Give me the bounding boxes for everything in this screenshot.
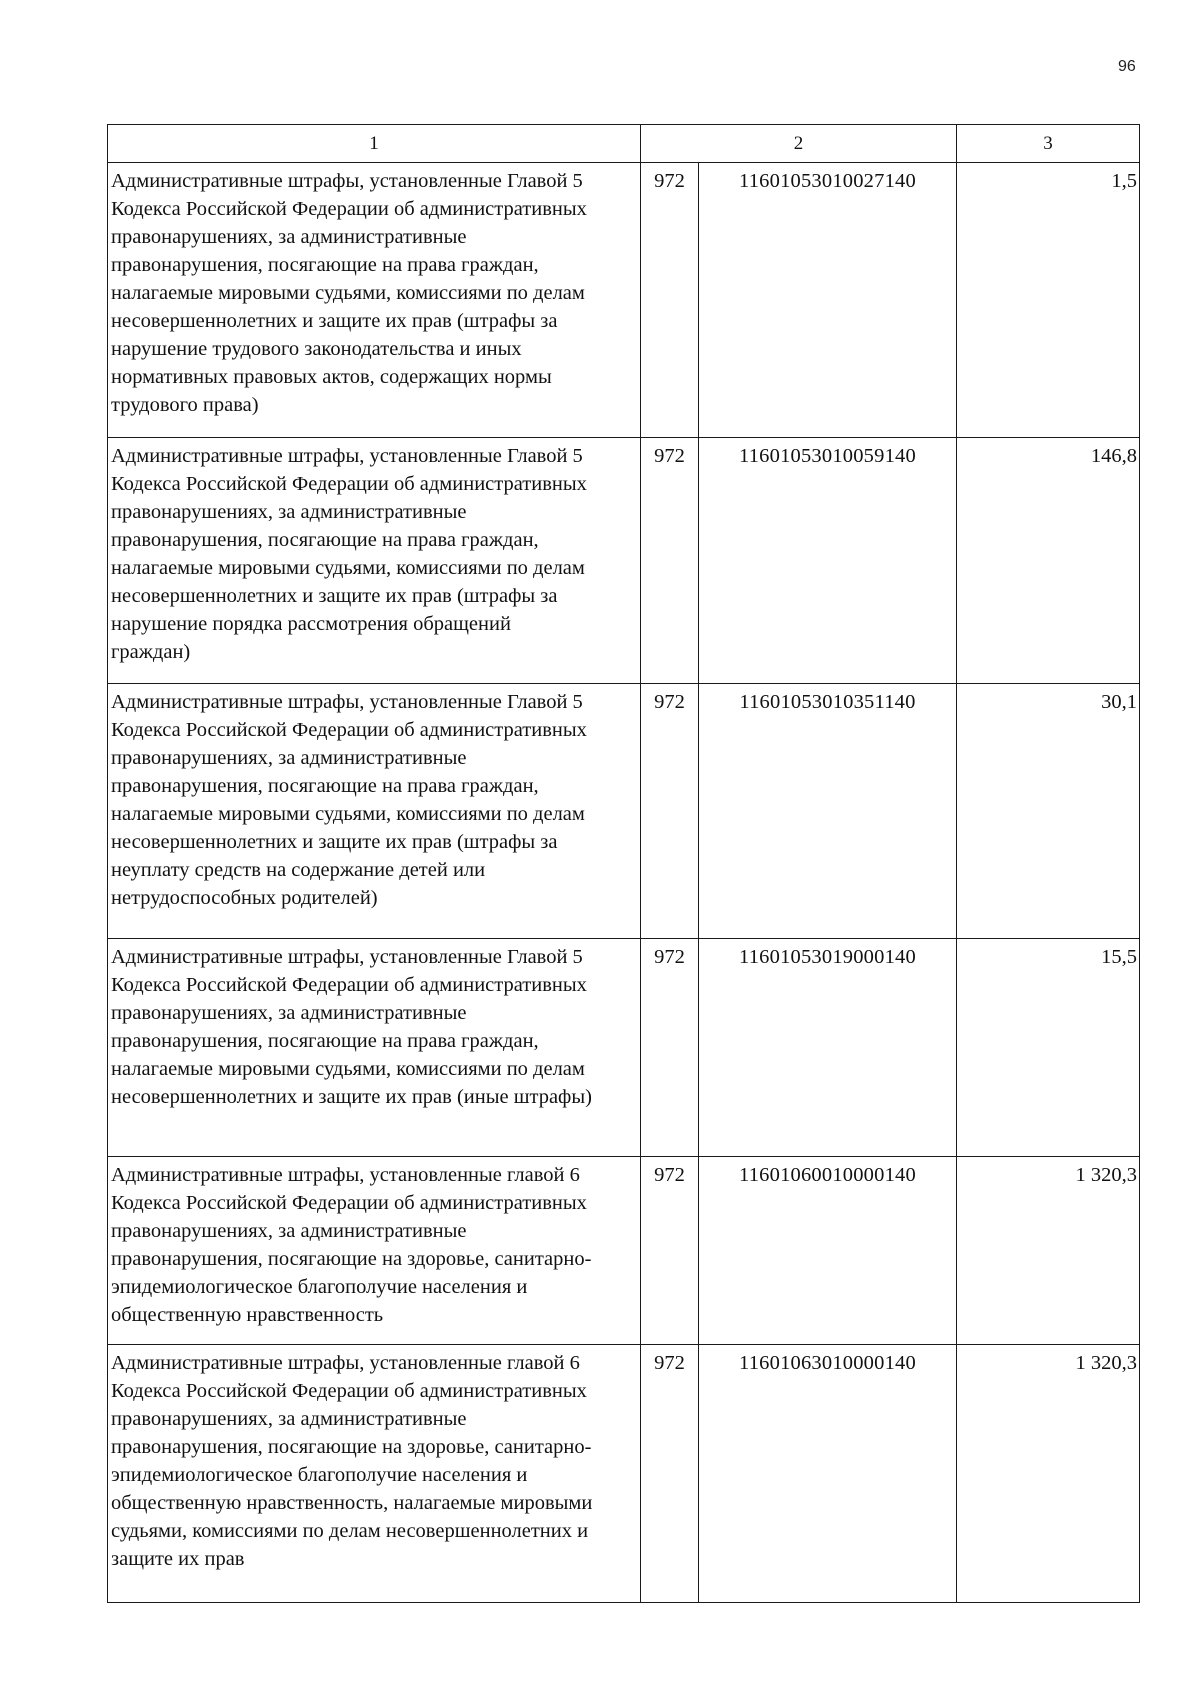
row-admin-code: 972 — [641, 939, 699, 1157]
row-description: Административные штрафы, установленные Главой 5 Кодекса Российской Федерации об административных правонарушениях, за административные правонарушения, посягающие на права граждан, налагаемые мировыми судьями, комиссиями по делам несовершеннолетних и защите их прав (иные штрафы) — [108, 939, 641, 1157]
row-description: Административные штрафы, установленные Главой 5 Кодекса Российской Федерации об административных правонарушениях, за административные правонарушения, посягающие на права граждан, налагаемые мировыми судьями, комиссиями по делам несовершеннолетних и защите их прав (штрафы за нарушение трудового законодательства и иных нормативных правовых актов, содержащих нормы трудового права) — [108, 163, 641, 438]
header-col-3: 3 — [957, 125, 1140, 163]
row-amount: 1,5 — [957, 163, 1140, 438]
row-amount: 1 320,3 — [957, 1157, 1140, 1345]
row-kbk-code: 11601053010027140 — [699, 163, 957, 438]
row-description: Административные штрафы, установленные главой 6 Кодекса Российской Федерации об административных правонарушениях, за административные правонарушения, посягающие на здоровье, санитарно- эпидемиологическое благополучие населения и общественную нравственность, налагаемые мировыми судьями, комиссиями по делам несовершеннолетних и защите их прав — [108, 1345, 641, 1603]
row-description: Административные штрафы, установленные Главой 5 Кодекса Российской Федерации об административных правонарушениях, за административные правонарушения, посягающие на права граждан, налагаемые мировыми судьями, комиссиями по делам несовершеннолетних и защите их прав (штрафы за нарушение порядка рассмотрения обращений граждан) — [108, 438, 641, 684]
row-admin-code: 972 — [641, 684, 699, 939]
header-col-2: 2 — [641, 125, 957, 163]
row-admin-code: 972 — [641, 1157, 699, 1345]
header-col-1: 1 — [108, 125, 641, 163]
row-kbk-code: 11601053010351140 — [699, 684, 957, 939]
row-kbk-code: 11601053010059140 — [699, 438, 957, 684]
table-header-row — [108, 125, 1140, 163]
row-kbk-code: 11601060010000140 — [699, 1157, 957, 1345]
table-row — [108, 1157, 1140, 1345]
row-admin-code: 972 — [641, 1345, 699, 1603]
row-admin-code: 972 — [641, 438, 699, 684]
row-kbk-code: 11601053019000140 — [699, 939, 957, 1157]
budget-revenue-table — [107, 124, 1140, 1603]
table-row — [108, 939, 1140, 1157]
row-amount: 30,1 — [957, 684, 1140, 939]
table-row — [108, 684, 1140, 939]
row-description: Административные штрафы, установленные Главой 5 Кодекса Российской Федерации об административных правонарушениях, за административные правонарушения, посягающие на права граждан, налагаемые мировыми судьями, комиссиями по делам несовершеннолетних и защите их прав (штрафы за неуплату средств на содержание детей или нетрудоспособных родителей) — [108, 684, 641, 939]
row-admin-code: 972 — [641, 163, 699, 438]
row-kbk-code: 11601063010000140 — [699, 1345, 957, 1603]
table-row — [108, 438, 1140, 684]
page-number: 96 — [1118, 58, 1136, 75]
row-description: Административные штрафы, установленные главой 6 Кодекса Российской Федерации об административных правонарушениях, за административные правонарушения, посягающие на здоровье, санитарно- эпидемиологическое благополучие населения и общественную нравственность — [108, 1157, 641, 1345]
table-row — [108, 163, 1140, 438]
table-row — [108, 1345, 1140, 1603]
row-amount: 146,8 — [957, 438, 1140, 684]
row-amount: 15,5 — [957, 939, 1140, 1157]
row-amount: 1 320,3 — [957, 1345, 1140, 1603]
